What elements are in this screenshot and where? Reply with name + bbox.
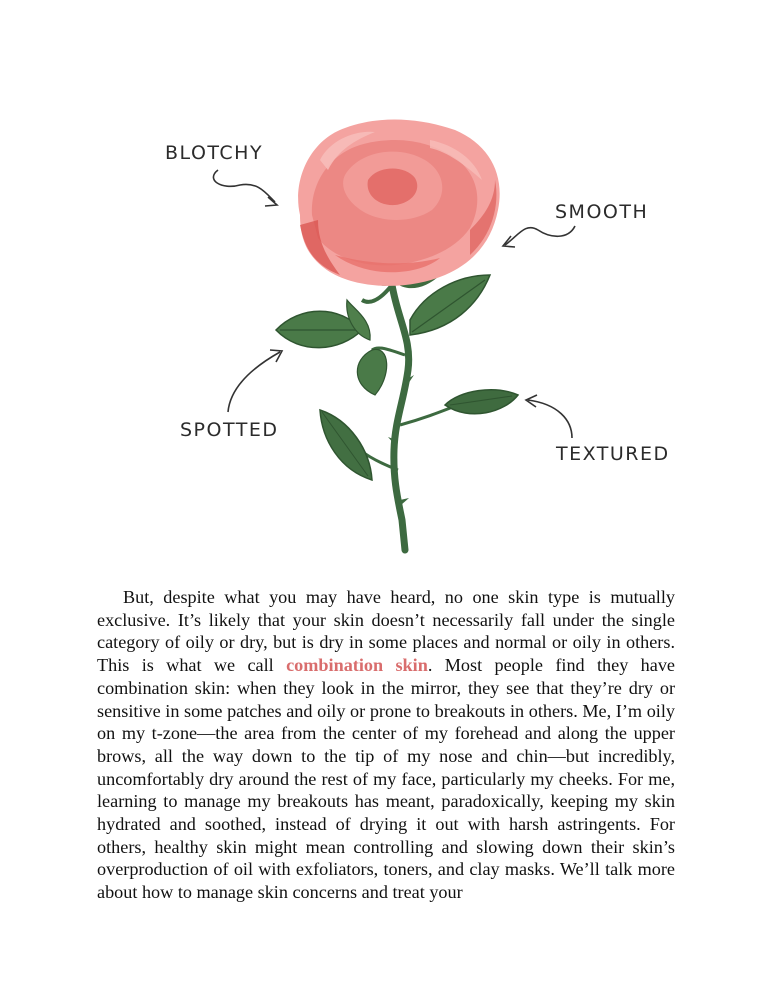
rose-bloom <box>298 120 500 286</box>
rose-stem <box>392 285 409 550</box>
arrow-blotchy <box>213 170 275 202</box>
body-paragraph <box>97 586 675 904</box>
leaf-middle <box>357 349 386 395</box>
paragraph-text-after: . Most people find they have combination skin: when they look in the mirror, they see that they’re dry or sensitive in some patches and oily or prone to breakouts in others. Me, I’m oily on my t-zone—the area from the center of my forehead and along the upper brows, all the way down to the tip of my nose and chin—but incredibly, uncomfortably dry around the rest of my face, particularly my cheeks. For me, learning to manage my breakouts has meant, paradoxically, keeping my skin hydrated and soothed, instead of drying it out with harsh astringents. For others, healthy skin might mean controlling and slowing down their skin’s overproduction of oil with exfoliators, toners, and clay masks. We’ll talk more about how to manage skin concerns and treat your <box>97 655 675 903</box>
arrow-spotted <box>228 352 280 412</box>
label-blotchy: BLOTCHY <box>165 142 264 164</box>
label-spotted: SPOTTED <box>180 419 279 441</box>
leaf-right-textured <box>445 390 518 414</box>
arrow-smooth <box>505 226 575 245</box>
label-smooth: SMOOTH <box>555 201 649 223</box>
highlight-term: combination skin <box>286 655 428 676</box>
label-textured: TEXTURED <box>556 443 670 465</box>
paragraph-text-before: But, despite what you may have heard, no one skin type is mutually exclusive. It’s likely that your skin doesn’t necessarily fall under the single category of oily or dry, but is dry in some places and normal or oily in others. This is what we call <box>97 587 675 676</box>
